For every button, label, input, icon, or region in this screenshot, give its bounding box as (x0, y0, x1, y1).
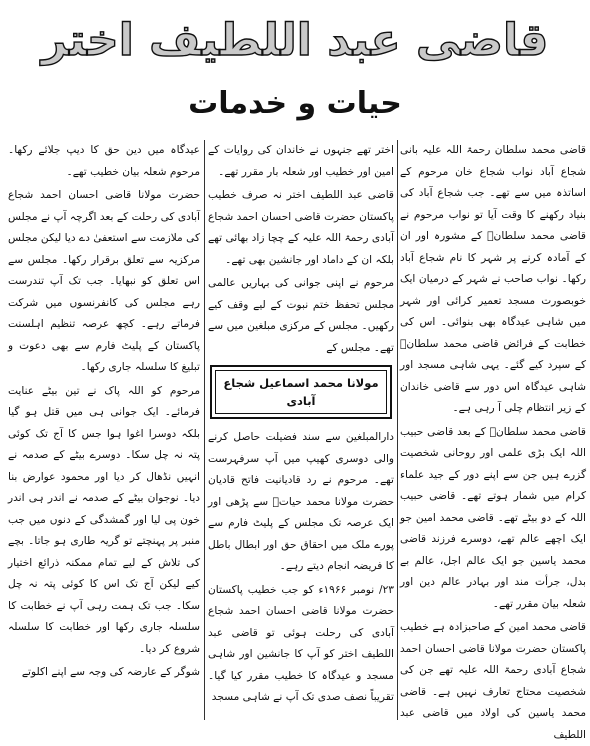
paragraph: مرحوم کو اللہ پاک نے تین بیٹے عنایت فرمائے۔ ایک جوانی ہی میں قتل ہو گیا بلکہ دوسرا اغوا ہوا جس کا آج تک کوئی پتہ نہ چل سکا۔ دوسرے بیٹے کے صدمہ نے انہیں نڈھال کر دیا اور محمود عوارض بنا دیا۔ نوجوان بیٹے کے صدمہ نے اندر ہی اندر خون پی لیا اور گمشدگی کے دنوں میں جب منبر پر پہنچتے تو گریہ طاری ہو جاتا۔ بچے کی تلاش کے لیے تمام ممکنہ ذرائع اختیار کیے لیکن آج تک اس کا کوئی پتہ نہ چل سکا۔ جب تک ہمت رہی آپ نے خطابت کا سلسلہ جاری رکھا اور خطابت کا سلسلہ شروع کر دیا۔ (8, 384, 200, 655)
paragraph: دارالمبلغین سے سند فضیلت حاصل کرنے والی دوسری کھیپ میں آپ سرفہرست تھے۔ مرحوم نے رد قادیانیت فاتح قادیان حضرت مولانا محمد حیاتؒ سے پڑھی اور ایک عرصہ تک مجلس کے پلیٹ فارم سے پورے ملک میں احقاق حق اور ابطال باطل کا فریضہ انجام دیتے رہے۔ (208, 431, 394, 572)
text-column-left (8, 140, 200, 720)
column-divider (204, 140, 205, 720)
text-column-middle (208, 140, 394, 720)
paragraph: حضرت مولانا قاضی احسان احمد شجاع آبادی کی رحلت کے بعد اگرچہ آپ نے مجلس کی ملازمت سے استعفیٰ دے دیا لیکن مجلس مرکزیہ سے تعلق برقرار رکھا۔ مجلس سے اس تعلق کو نبھایا۔ جب تک آپ تندرست رہے مجلس کی کانفرنسوں میں شرکت فرماتے رہے۔ کچھ عرصہ تنظیم اہلسنت پاکستان کے پلیٹ فارم سے بھی دعوت و تبلیغ کا سلسلہ جاری رکھا۔ (8, 189, 200, 373)
paragraph: ۲۳/ نومبر ۱۹۶۶ء کو جب خطیب پاکستان حضرت مولانا قاضی احسان احمد شجاع آبادی کی رحلت ہوئی تو قاضی عبد اللطیف اختر کو آپ کا جانشین اور شاہی مسجد و عیدگاہ کا خطیب مقرر کیا گیا۔ تقریباً نصف صدی تک آپ نے شاہی مسجد (208, 583, 394, 703)
paragraph: قاضی محمد سلطان رحمۃ اللہ علیہ بانی شجاع آباد نواب شجاع خان مرحوم کے اساتذہ میں سے تھے۔ جب شجاع آباد کی بنیاد رکھنے کا وقت آیا تو نواب مرحوم نے قاضی محمد سلطانؒ کے مشورہ اور ان کے آمادہ کرنے پر شہر کا نام شجاع آباد رکھا۔ نواب صاحب نے شہر کے درمیان ایک خوبصورت مسجد تعمیر کرائی اور شہر میں شاہی عیدگاہ بھی بنوائی۔ اس کی خطابت کے فرائض قاضی محمد سلطانؒ کے سپرد کیے گئے۔ یہی شاہی مسجد اور شاہی عیدگاہ اس دور سے قاضی خاندان کے زیر انتظام چلی آ رہی ہے۔ (400, 144, 586, 414)
paragraph: عیدگاہ میں دین حق کا دیپ جلائے رکھا۔ مرحوم شعلہ بیان خطیب تھے۔ (8, 144, 200, 178)
article-title: قاضی عبد اللطیف اختر (41, 15, 549, 66)
paragraph: قاضی محمد امین کے صاحبزادہ ہے خطیب پاکستان حضرت مولانا قاضی احسان احمد شجاع آبادی رحمۃ اللہ علیہ تھے جن کی شخصیت محتاج تعارف نہیں ہے۔ قاضی محمد یاسین کی اولاد میں قاضی عبد اللطیف (400, 621, 586, 741)
paragraph: قاضی محمد سلطانؒ کے بعد قاضی حبیب اللہ ایک بڑی علمی اور روحانی شخصیت گزرے ہیں جن سے اپنے دور کے جید علماء کرام میں شمار ہوتے تھے۔ قاضی حبیب اللہ کے دو بیٹے تھے۔ قاضی محمد امین جو ایک اچھے عالم تھے، دوسرے فرزند قاضی محمد یاسین جو ایک عالم اجل، عالم بے بدل، جرأت مند اور بہادر عالم دین اور شعلہ بیان مقرر تھے۔ (400, 425, 586, 610)
article-subtitle: حیات و خدمات (188, 86, 402, 121)
paragraph: اختر تھے جنہوں نے خاندان کی روایات کے امین اور خطیب اور شعلہ بار مقرر تھے۔ (208, 144, 394, 178)
section-heading: مولانا محمد اسماعیل شجاع آبادی (215, 370, 387, 414)
section-heading-box (210, 365, 392, 419)
paragraph: مرحوم نے اپنی جوانی کی بہاریں عالمی مجلس تحفظ ختم نبوت کے لیے وقف کیے رکھیں۔ مجلس کے مرکزی مبلغین میں سے تھے۔ مجلس کے (208, 277, 394, 354)
paragraph: شوگر کے عارضہ کی وجہ سے اپنے اکلوتے (21, 666, 200, 678)
paragraph: قاضی عبد اللطیف اختر نہ صرف خطیب پاکستان حضرت قاضی احسان احمد شجاع آبادی رحمۃ اللہ علیہ کے چچا زاد بھائی تھے بلکہ ان کے داماد اور جانشین بھی تھے۔ (208, 189, 394, 266)
column-divider (397, 140, 398, 720)
text-column-right (400, 140, 586, 741)
